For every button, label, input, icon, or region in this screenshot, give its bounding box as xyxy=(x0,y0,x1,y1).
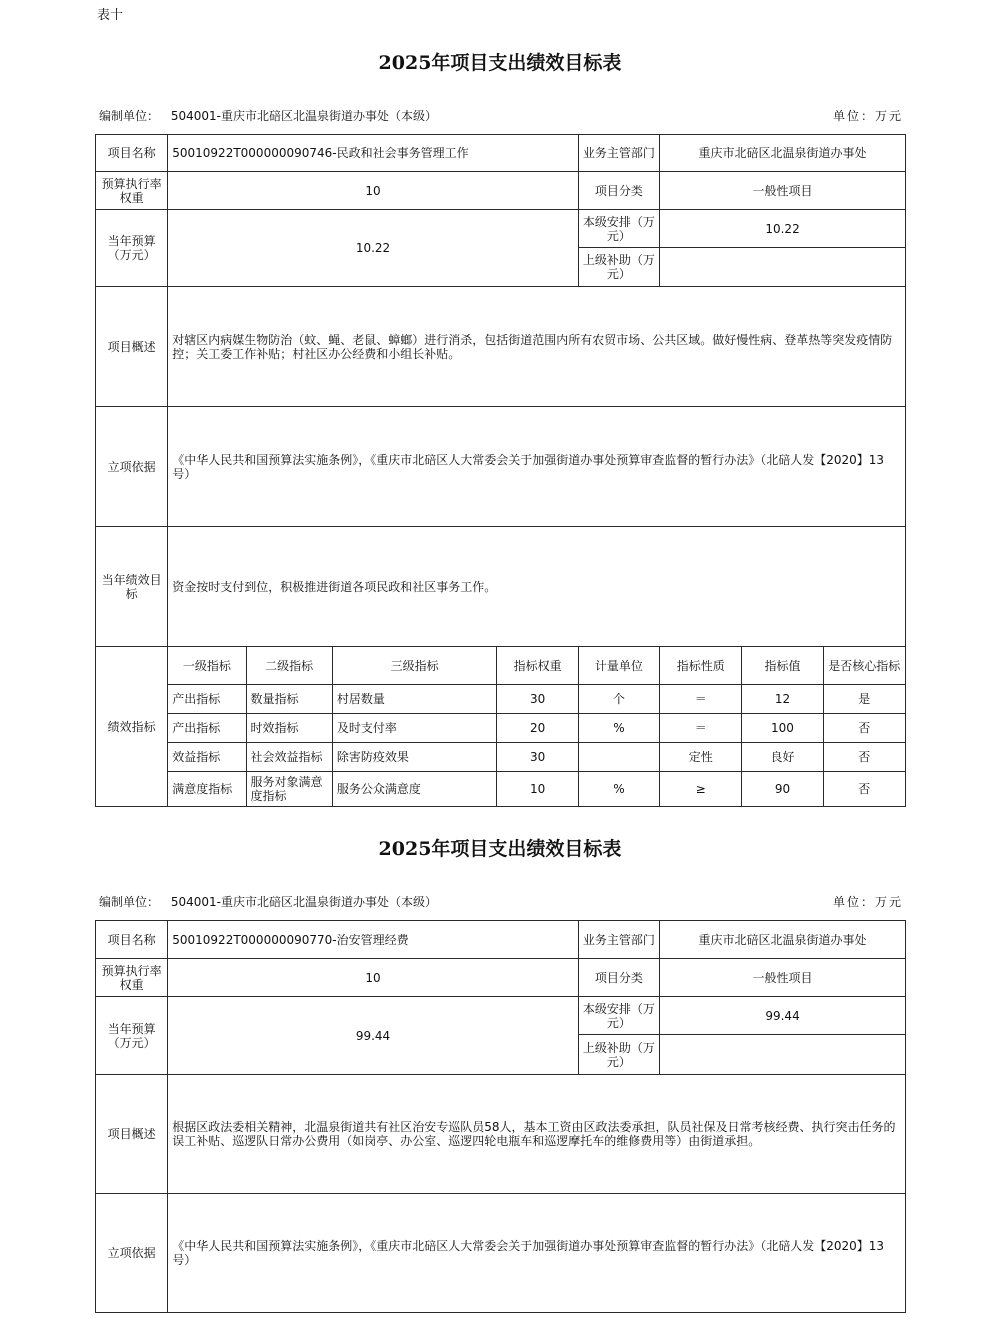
overview-label: 项目概述 xyxy=(96,1075,168,1194)
goal-text: 资金按时支付到位，积极推进街道各项民政和社区事务工作。 xyxy=(168,527,906,647)
budget-value: 10.22 xyxy=(168,210,579,287)
header-nature: 指标性质 xyxy=(660,647,742,685)
table-row xyxy=(96,743,906,772)
weight-label: 预算执行率权重 xyxy=(96,172,168,210)
project-name-value: 50010922T000000090770-治安管理经费 xyxy=(168,921,579,959)
performance-table-2 xyxy=(95,920,906,1313)
indicator-value: 12 xyxy=(742,685,823,714)
upper-subsidy-value xyxy=(660,248,906,287)
indicator-unit xyxy=(578,743,659,772)
org-name: 504001-重庆市北碚区北温泉街道办事处（本级） xyxy=(170,895,437,909)
weight-value: 10 xyxy=(168,172,579,210)
dept-label: 业务主管部门 xyxy=(578,135,659,172)
upper-subsidy-label: 上级补助（万元） xyxy=(578,1035,659,1075)
budget-label: 当年预算（万元） xyxy=(96,210,168,287)
indicator-weight: 10 xyxy=(497,772,578,807)
overview-label: 项目概述 xyxy=(96,287,168,407)
basis-text: 《中华人民共和国预算法实施条例》，《重庆市北碚区人大常委会关于加强街道办事处预算审查监督的暂行办法》（北碚人发【2020】13号） xyxy=(168,407,906,527)
header-level1: 一级指标 xyxy=(168,647,246,685)
indicator-value: 90 xyxy=(742,772,823,807)
overview-text: 对辖区内病媒生物防治（蚊、蝇、老鼠、蟑螂）进行消杀，包括街道范围内所有农贸市场、公共区域。做好慢性病、登革热等突发疫情防控；关工委工作补贴；村社区办公经费和小组长补贴。 xyxy=(168,287,906,407)
table-row xyxy=(96,685,906,714)
indicator-l2: 数量指标 xyxy=(246,685,332,714)
dept-label: 业务主管部门 xyxy=(578,921,659,959)
table-row xyxy=(96,772,906,807)
table-label: 表十 xyxy=(97,8,124,23)
indicator-weight: 20 xyxy=(497,714,578,743)
category-label: 项目分类 xyxy=(578,172,659,210)
indicator-nature: ＝ xyxy=(660,714,742,743)
indicator-unit: % xyxy=(578,772,659,807)
upper-subsidy-value xyxy=(660,1035,906,1075)
indicator-l2: 服务对象满意度指标 xyxy=(246,772,332,807)
self-arrange-label: 本级安排（万元） xyxy=(578,210,659,248)
table-title: 2025年项目支出绩效目标表 xyxy=(378,52,622,74)
indicator-core: 否 xyxy=(823,743,905,772)
indicator-unit: 个 xyxy=(578,685,659,714)
indicator-nature: ＝ xyxy=(660,685,742,714)
header-weight: 指标权重 xyxy=(497,647,578,685)
indicator-core: 否 xyxy=(823,714,905,743)
unit-label: 单位：万元 xyxy=(832,895,903,909)
category-value: 一般性项目 xyxy=(660,172,906,210)
header-value: 指标值 xyxy=(742,647,823,685)
basis-text: 《中华人民共和国预算法实施条例》，《重庆市北碚区人大常委会关于加强街道办事处预算审查监督的暂行办法》（北碚人发【2020】13号） xyxy=(168,1194,906,1313)
project-name-value: 50010922T000000090746-民政和社会事务管理工作 xyxy=(168,135,579,172)
indicator-unit: % xyxy=(578,714,659,743)
indicator-l1: 满意度指标 xyxy=(168,772,246,807)
indicator-value: 良好 xyxy=(742,743,823,772)
indicator-nature: 定性 xyxy=(660,743,742,772)
project-name-label: 项目名称 xyxy=(96,921,168,959)
goal-label: 当年绩效目标 xyxy=(96,527,168,647)
org-line xyxy=(99,107,437,124)
org-prefix: 编制单位： xyxy=(99,895,160,909)
indicator-l3: 村居数量 xyxy=(332,685,497,714)
dept-value: 重庆市北碚区北温泉街道办事处 xyxy=(660,921,906,959)
indicator-l3: 及时支付率 xyxy=(332,714,497,743)
performance-table-1 xyxy=(95,134,906,807)
category-label: 项目分类 xyxy=(578,959,659,997)
weight-label: 预算执行率权重 xyxy=(96,959,168,997)
table-row xyxy=(96,714,906,743)
indicator-weight: 30 xyxy=(497,685,578,714)
indicator-l2: 时效指标 xyxy=(246,714,332,743)
dept-value: 重庆市北碚区北温泉街道办事处 xyxy=(660,135,906,172)
indicator-weight: 30 xyxy=(497,743,578,772)
indicator-value: 100 xyxy=(742,714,823,743)
indicator-l3: 除害防疫效果 xyxy=(332,743,497,772)
overview-text: 根据区政法委相关精神，北温泉街道共有社区治安专巡队员58人，基本工资由区政法委承担，队员社保及日常考核经费、执行突击任务的误工补贴、巡逻队日常办公费用（如岗亭、办公室、巡逻四轮电瓶车和巡逻摩托车的维修费用等）由街道承担。 xyxy=(168,1075,906,1194)
header-core: 是否核心指标 xyxy=(823,647,905,685)
basis-label: 立项依据 xyxy=(96,407,168,527)
indicator-l1: 产出指标 xyxy=(168,685,246,714)
indicator-l1: 产出指标 xyxy=(168,714,246,743)
budget-label: 当年预算（万元） xyxy=(96,997,168,1075)
indicator-core: 否 xyxy=(823,772,905,807)
header-unit: 计量单位 xyxy=(578,647,659,685)
org-prefix: 编制单位： xyxy=(99,109,160,123)
self-arrange-value: 99.44 xyxy=(660,997,906,1035)
perf-label: 绩效指标 xyxy=(96,647,168,807)
org-line xyxy=(99,893,437,910)
table-title: 2025年项目支出绩效目标表 xyxy=(378,838,622,860)
unit-label: 单位：万元 xyxy=(832,109,903,123)
indicator-l3: 服务公众满意度 xyxy=(332,772,497,807)
weight-value: 10 xyxy=(168,959,579,997)
basis-label: 立项依据 xyxy=(96,1194,168,1313)
indicator-l1: 效益指标 xyxy=(168,743,246,772)
header-level3: 三级指标 xyxy=(332,647,497,685)
header-level2: 二级指标 xyxy=(246,647,332,685)
self-arrange-value: 10.22 xyxy=(660,210,906,248)
category-value: 一般性项目 xyxy=(660,959,906,997)
project-name-label: 项目名称 xyxy=(96,135,168,172)
budget-value: 99.44 xyxy=(168,997,579,1075)
self-arrange-label: 本级安排（万元） xyxy=(578,997,659,1035)
indicator-l2: 社会效益指标 xyxy=(246,743,332,772)
indicator-nature: ≥ xyxy=(660,772,742,807)
indicator-core: 是 xyxy=(823,685,905,714)
org-name: 504001-重庆市北碚区北温泉街道办事处（本级） xyxy=(170,109,437,123)
upper-subsidy-label: 上级补助（万元） xyxy=(578,248,659,287)
